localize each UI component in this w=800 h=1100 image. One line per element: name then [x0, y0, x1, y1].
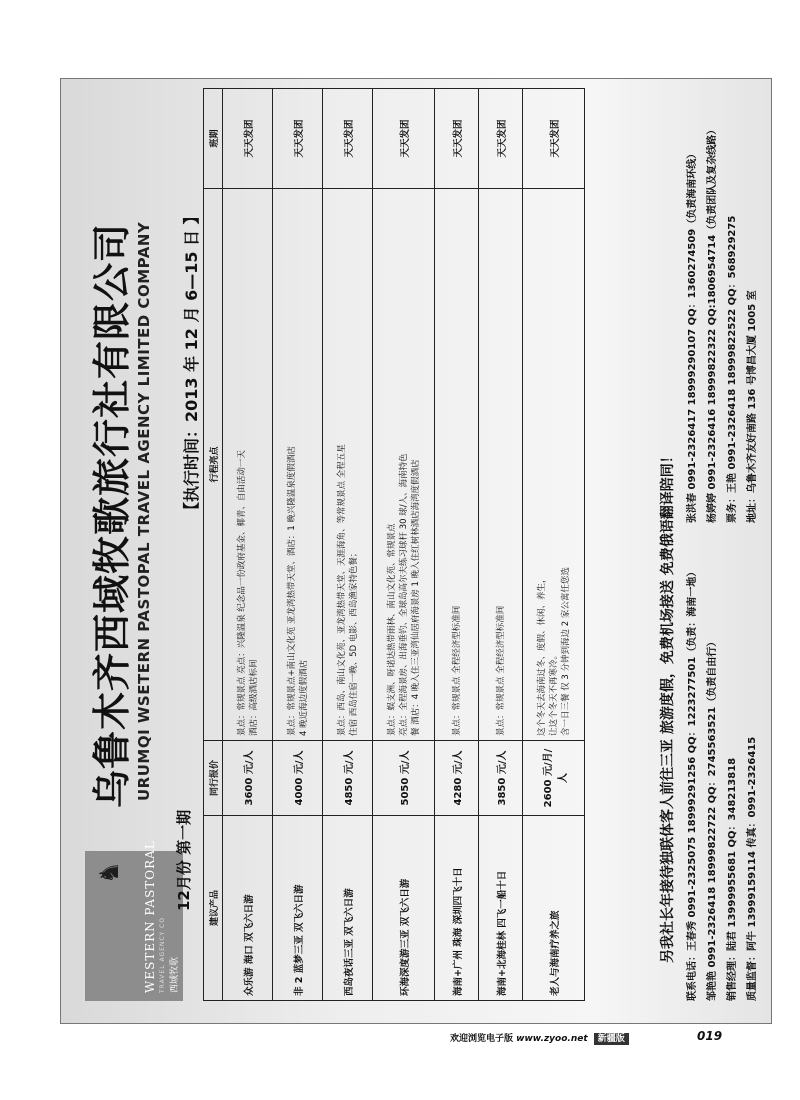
ad-panel: [60, 78, 772, 1024]
footer-edition: 新疆版: [594, 1033, 629, 1045]
highlight-line: 含一日三餐 仅 3 分钟到海边 2 家公寓任您选: [560, 567, 571, 736]
highlight-line: 亮点：全程海景房、出海垂钓、全球岛高尔夫练习球杆 30 球/人、海南特色: [398, 453, 409, 736]
product-schedule: 天天发团: [273, 89, 323, 189]
highlight-line: 酒店：高级酒店标间: [248, 659, 259, 736]
rotated-content: [61, 79, 771, 1023]
product-price: 2600 元/月/人: [523, 741, 585, 816]
service-notice: 另我社长年接待独联体客人前往三亚 旅游度假，免费机场接送 免费俄语翻译陪同！: [660, 449, 676, 963]
contact-line: 张洪春 0991-2326417 18999290107 QQ：1360274509（负责海南环线）: [687, 148, 698, 523]
product-name: 海南+广州 珠海 深圳四飞十日: [435, 816, 479, 1001]
product-highlights: [323, 189, 373, 741]
table-header-row: [204, 89, 223, 1001]
header-product: 建议产品: [204, 816, 223, 1001]
contact-line: 票务：王艳 0991-2326418 18999822522 QQ：568929275: [727, 215, 738, 523]
tour-price-table: [203, 88, 585, 1001]
header-schedule: 班期: [204, 89, 223, 189]
product-name: 老人与海南疗养之旅: [523, 816, 585, 1001]
highlight-line: 景点：蜈支洲、呀诺达热带雨林、南山文化苑、常规景点: [386, 523, 397, 736]
highlight-line: 景点：西岛、南山文化苑、亚龙湾热带天堂、天涯海角、等常规景点 全程五星: [336, 444, 347, 736]
product-name: 海南+北海桂林 四飞一船十日: [479, 816, 523, 1001]
horse-rider-icon: ♞: [95, 861, 125, 885]
contact-line: 邹艳艳 0991-2326418 18999822722 QQ：2745563521（负责自由行）: [707, 636, 718, 1001]
issue-label: 12月份 第一期: [175, 809, 193, 911]
highlight-line: 4 晚近海边度假酒店: [298, 659, 309, 736]
logo-sub-en: TRAVEL AGENCY CO: [159, 917, 166, 993]
highlight-line: 景点：常规景点 全程经济型标准间: [495, 605, 506, 736]
product-highlights: [435, 189, 479, 741]
table-row: [223, 89, 273, 1001]
product-price: 5050 元/人: [373, 741, 435, 816]
product-highlights: [273, 189, 323, 741]
table-row: [435, 89, 479, 1001]
footer-url[interactable]: www.zyoo.net: [516, 1034, 588, 1044]
product-price: 4000 元/人: [273, 741, 323, 816]
table-row: [273, 89, 323, 1001]
highlight-line: 景点：常规景点 亮点：兴隆温泉 纪念品一份政府基金、椰青、自由活动一天: [236, 450, 247, 736]
contact-line: 地址：乌鲁木齐友好南路 136 号博昌大厦 1005 室: [747, 290, 758, 523]
header-highlights: 行程亮点: [204, 189, 223, 741]
highlight-line: 景点：常规景点 全程经济型标准间: [451, 605, 462, 736]
logo-name-en: WESTERN PASTORAL: [143, 840, 157, 993]
product-highlights: [223, 189, 273, 741]
product-name: 环海深度游三亚 双飞六日游: [373, 816, 435, 1001]
product-schedule: 天天发团: [223, 89, 273, 189]
highlight-line: 让这个冬天不再寒冷。: [548, 650, 559, 736]
product-name: 非 2 蓝梦三亚 双飞六日游: [273, 816, 323, 1001]
product-name: 西岛夜话三亚 双飞六日游: [323, 816, 373, 1001]
contact-line: 销售经理：陆君 13999955681 QQ：348213818: [727, 757, 738, 1001]
product-highlights: [479, 189, 523, 741]
page-footer: [450, 1031, 629, 1044]
product-price: 3850 元/人: [479, 741, 523, 816]
product-schedule: 天天发团: [323, 89, 373, 189]
contact-line: 质量监督：阿牛 13999159114 传真：0991-2326415: [747, 736, 758, 1001]
contact-line: 杨婷婷 0991-2326416 18999822322 QQ:1806954714（负责团队及复杂线路）: [707, 124, 718, 523]
product-highlights: [373, 189, 435, 741]
execution-period: 【执行时间：2013 年 12 月 6—15 日 】: [182, 208, 201, 518]
logo-name-cn: 西域牧歌: [170, 956, 180, 993]
product-schedule: 天天发团: [373, 89, 435, 189]
product-schedule: 天天发团: [479, 89, 523, 189]
product-price: 3600 元/人: [223, 741, 273, 816]
product-schedule: 天天发团: [523, 89, 585, 189]
product-price: 4280 元/人: [435, 741, 479, 816]
highlight-line: 这个冬天去海南过冬、度假、休闲、养生，: [536, 574, 547, 736]
company-title-en: URUMQI WSETERN PASTOPAL TRAVEL AGENCY LIMITED COMPANY: [135, 221, 153, 801]
product-name: 众乐游 海口 双飞六日游: [223, 816, 273, 1001]
table-row: [479, 89, 523, 1001]
header-price: 同行报价: [204, 741, 223, 816]
table-row: [373, 89, 435, 1001]
page-number: 019: [697, 1029, 723, 1043]
table-row: [323, 89, 373, 1001]
highlight-line: 餐 酒店：4 晚入住三亚湾仙居府海景房 1 晚入住红树林酒店海湾度假酒店: [410, 459, 421, 736]
company-title: 乌鲁木齐西域牧歌旅行社有限公司: [90, 222, 134, 808]
product-schedule: 天天发团: [435, 89, 479, 189]
highlight-line: 住宿 西岛住宿一晚、5D 电影、西岛渔家特色餐；: [348, 548, 359, 736]
company-logo: [85, 840, 183, 1001]
highlight-line: 景点：常规景点+南山文化苑 亚龙湾热带天堂、酒店：1 晚兴隆温泉度假酒店: [286, 446, 297, 736]
footer-welcome: 欢迎浏览电子版: [450, 1034, 514, 1044]
contact-line: 联系电话：王春秀 0991-2325075 18999291256 QQ：1223277501（负责：海南一地）: [687, 566, 698, 1001]
table-row: [523, 89, 585, 1001]
product-price: 4850 元/人: [323, 741, 373, 816]
product-highlights: [523, 189, 585, 741]
